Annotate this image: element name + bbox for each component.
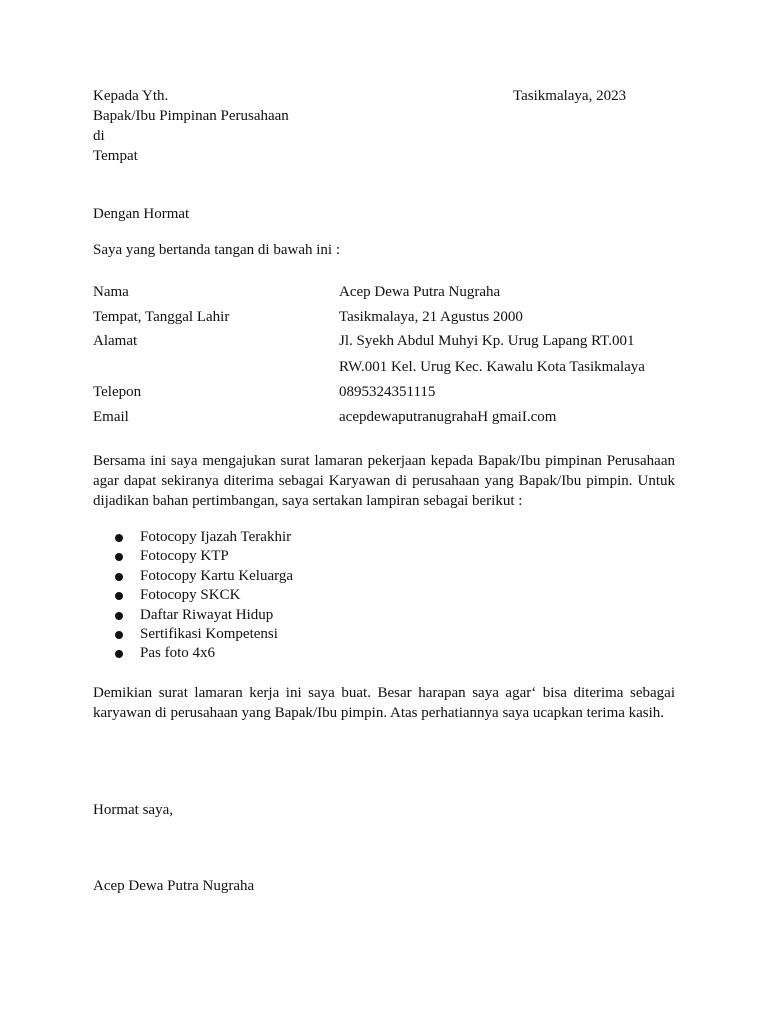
list-item xyxy=(115,528,293,547)
detail-value: Jl. Syekh Abdul Muhyi Kp. Urug Lapang RT.001 xyxy=(339,333,635,349)
detail-value: acepdewaputranugrahaH gmaiI.com xyxy=(339,409,557,425)
list-item xyxy=(115,567,293,586)
closing-paragraph: Demikian surat lamaran kerja ini saya buat. Besar harapan saya agar‘ bisa diterima sebagai karyawan di perusahaan yang Bapak/Ibu pimpin. Atas perhatiannya saya ucapkan terima kasih. xyxy=(93,685,675,721)
attachment-label: Fotocopy Kartu Keluarga xyxy=(140,567,294,584)
recipient-line: Bapak/Ibu Pimpinan Perusahaan xyxy=(93,108,289,124)
recipient-line: di xyxy=(93,128,105,144)
detail-value: RW.001 Kel. Urug Kec. Kawalu Kota Tasikmalaya xyxy=(339,359,645,375)
detail-value: Acep Dewa Putra Nugraha xyxy=(339,284,501,300)
attachment-label: Fotocopy KTP xyxy=(140,548,229,565)
list-item xyxy=(115,586,293,605)
signoff: Hormat saya, xyxy=(93,802,173,818)
attachment-label: Fotocopy SKCK xyxy=(140,587,241,604)
bullet-icon xyxy=(115,553,123,561)
recipient-line: Kepada Yth. xyxy=(93,88,169,104)
detail-label: Tempat, Tanggal Lahir xyxy=(93,309,230,325)
attachment-label: Fotocopy Ijazah Terakhir xyxy=(140,529,292,545)
bullet-icon xyxy=(115,631,123,639)
body-paragraph: Bersama ini saya mengajukan surat lamaran pekerjaan kepada Bapak/Ibu pimpinan Perusahaan agar dapat sekiranya diterima sebagai Karyawan di perusahaan yang Bapak/Ibu pimpin. Untuk dijadikan bahan pertimbangan, saya sertakan lampiran sebagai berikut : xyxy=(93,453,675,509)
attachment-label: Daftar Riwayat Hidup xyxy=(140,606,274,623)
greeting: Dengan Hormat xyxy=(93,206,190,222)
bullet-icon xyxy=(115,612,123,620)
list-item xyxy=(115,547,293,566)
detail-label: Email xyxy=(93,409,129,425)
bullet-icon xyxy=(115,573,123,581)
detail-label: Alamat xyxy=(93,333,138,349)
signature-name: Acep Dewa Putra Nugraha xyxy=(93,878,255,894)
place-date: Tasikmalaya, 2023 xyxy=(513,88,627,104)
bullet-icon xyxy=(115,592,123,600)
list-item xyxy=(115,606,293,625)
intro-line: Saya yang bertanda tangan di bawah ini : xyxy=(93,242,341,258)
detail-value: 0895324351115 xyxy=(339,384,436,400)
attachment-list xyxy=(115,528,293,664)
bullet-icon xyxy=(115,650,123,658)
list-item xyxy=(115,625,293,644)
bullet-icon xyxy=(115,534,123,542)
detail-value: Tasikmalaya, 21 Agustus 2000 xyxy=(339,309,523,325)
attachment-label: Sertifikasi Kompetensi xyxy=(140,625,278,642)
list-item xyxy=(115,644,293,663)
detail-label: Nama xyxy=(93,284,129,300)
attachment-label: Pas foto 4x6 xyxy=(140,645,215,662)
detail-label: Telepon xyxy=(93,384,142,400)
recipient-line: Tempat xyxy=(93,148,138,164)
